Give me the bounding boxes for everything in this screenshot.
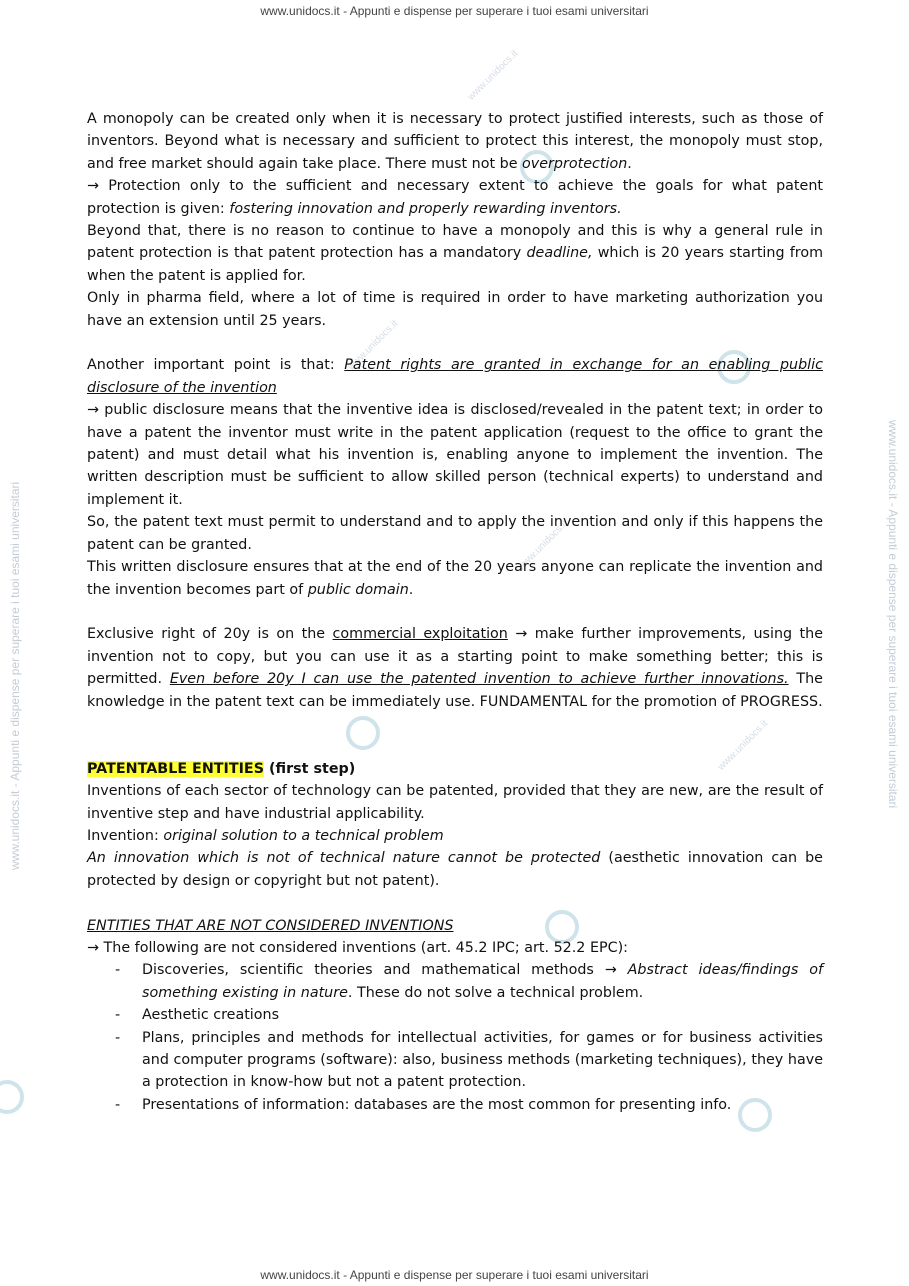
paragraph: A monopoly can be created only when it is necessary to protect justified interests, such as those of inventors. Beyond what is necessary and sufficient to protect this interest, the monopoly must stop, and free market should again take place. There must not be overprotection. <box>87 111 823 172</box>
list-item: - Discoveries, scientific theories and mathematical methods → Abstract ideas/findings of something existing in nature. These do not solve a technical problem. <box>115 962 824 1001</box>
watermark-diagonal: www.unidocs.it <box>465 48 521 103</box>
paragraph: Another important point is that: Patent rights are granted in exchange for an enabling public disclosure of the invention <box>87 357 823 396</box>
paragraph: Invention: original solution to a technical problem <box>87 827 444 844</box>
paragraph: Only in pharma field, where a lot of time is required in order to have marketing authorization you have an extension until 25 years. <box>87 290 823 329</box>
watermark-right: www.unidocs.it - Appunti e dispense per superare i tuoi esami universitari <box>886 420 900 809</box>
paragraph: → Protection only to the sufficient and necessary extent to achieve the goals for what patent protection is given: fostering innovation and properly rewarding inventors. <box>87 178 823 217</box>
paragraph: → public disclosure means that the inventive idea is disclosed/revealed in the patent text; in order to have a patent the inventor must write in the patent application (request to the office to grant the patent) and must detail what his invention is, enabling anyone to implement the invention. The written description must be sufficient to allow skilled person (technical experts) to understand and implement it. <box>87 402 823 508</box>
watermark-diagonal: www.unidocs.it <box>715 718 771 773</box>
sub-heading: ENTITIES THAT ARE NOT CONSIDERED INVENTIONS <box>87 917 454 934</box>
paragraph: Inventions of each sector of technology can be patented, provided that they are new, are the result of inventive step and have industrial applicability. <box>87 783 823 822</box>
watermark-diagonal: www.unidocs.it <box>515 518 571 573</box>
list-item: - Aesthetic creations <box>115 1007 280 1024</box>
paragraph: This written disclosure ensures that at the end of the 20 years anyone can replicate the invention and the invention becomes part of public domain. <box>87 559 823 598</box>
document-body <box>87 108 823 1116</box>
watermark-diagonal: www.unidocs.it <box>345 318 401 373</box>
watermark-logo-icon <box>0 1080 24 1114</box>
section-heading: PATENTABLE ENTITIES (first step) <box>87 760 356 777</box>
paragraph: Beyond that, there is no reason to continue to have a monopoly and this is why a general rule in patent protection is that patent protection has a mandatory deadline, which is 20 years starting from when the patent is applied for. <box>87 223 823 284</box>
paragraph: So, the patent text must permit to understand and to apply the invention and only if this happens the patent can be granted. <box>87 514 823 553</box>
page-footer: www.unidocs.it - Appunti e dispense per superare i tuoi esami universitari <box>260 1268 649 1282</box>
paragraph: Exclusive right of 20y is on the commercial exploitation → make further improvements, using the invention not to copy, but you can use it as a starting point to make something better; this is permitted. Even before 20y I can use the patented invention to achieve further innovations. The knowledge in the patent text can be immediately use. FUNDAMENTAL for the promotion of PROGRESS. <box>87 626 823 710</box>
page-header: www.unidocs.it - Appunti e dispense per superare i tuoi esami universitari <box>260 4 649 18</box>
list-item: - Plans, principles and methods for intellectual activities, for games or for business activities and computer programs (software): also, business methods (marketing techniques), they have a protection in know-how but not a patent protection. <box>115 1029 823 1091</box>
list-item: - Presentations of information: databases are the most common for presenting info. <box>115 1096 732 1113</box>
non-inventions-list <box>87 959 823 1116</box>
paragraph: An innovation which is not of technical nature cannot be protected (aesthetic innovation can be protected by design or copyright but not patent). <box>87 850 823 889</box>
paragraph: → The following are not considered inventions (art. 45.2 IPC; art. 52.2 EPC): <box>87 939 628 956</box>
watermark-left: www.unidocs.it - Appunti e dispense per superare i tuoi esami universitari <box>8 481 22 870</box>
